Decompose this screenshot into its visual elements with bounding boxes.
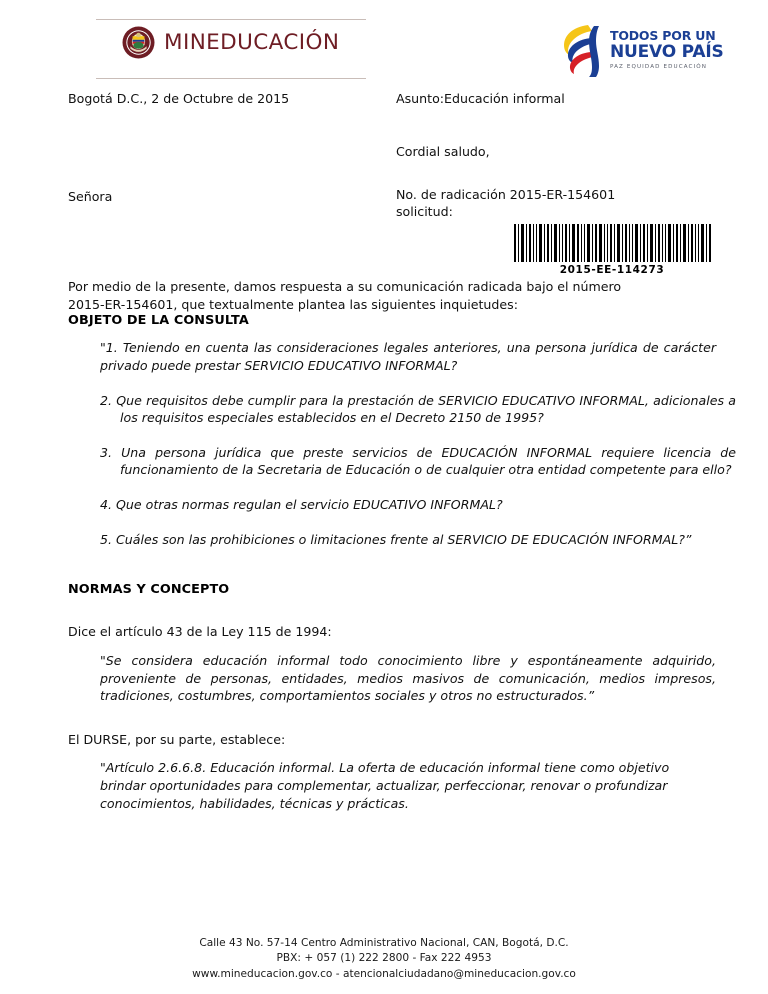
question-item-4: 4. Que otras normas regulan el servicio EDUCATIVO INFORMAL?	[100, 497, 503, 512]
letter-date: Bogotá D.C., 2 de Octubre de 2015	[68, 91, 290, 106]
solicitud-label: solicitud:	[396, 204, 453, 220]
radicacion-number: No. de radicación 2015-ER-154601	[396, 187, 616, 202]
question-item-2: 2. Que requisitos debe cumplir para la prestación de SERVICIO EDUCATIVO INFORMAL, adicionales a los requisitos especiales establecidos en el Decreto 2150 de 1995?	[100, 392, 736, 426]
logo-rule-top	[96, 19, 366, 20]
document-header	[0, 0, 768, 86]
ley-115-intro: Dice el artículo 43 de la Ley 115 de 1994:	[68, 624, 332, 640]
barcode-icon	[512, 224, 712, 262]
todos-por-un-nuevo-pais-logo	[558, 22, 724, 80]
normas-y-concepto-heading: NORMAS Y CONCEPTO	[68, 582, 230, 598]
footer-web-email: www.mineducacion.gov.co - atencionalciudadano@mineducacion.gov.co	[192, 967, 576, 980]
objeto-de-la-consulta-heading: OBJETO DE LA CONSULTA	[68, 313, 249, 329]
intro-paragraph-line-2: 2015-ER-154601, que textualmente plantea las siguientes inquietudes:	[68, 296, 518, 312]
letter-recipient: Señora	[68, 189, 113, 204]
letter-greeting: Cordial saludo,	[396, 144, 490, 159]
document-footer	[0, 936, 768, 982]
colombia-coat-of-arms-seal-icon	[122, 26, 155, 59]
mineducacion-logo	[96, 16, 366, 82]
todos-tagline: PAZ EQUIDAD EDUCACIÓN	[610, 63, 708, 70]
mineducacion-wordmark: MINEDUCACIÓN	[164, 29, 340, 55]
question-item-1: "1. Teniendo en cuenta las consideraciones legales anteriores, una persona jurídica de carácter privado puede prestar SERVICIO EDUCATIVO INFORMAL?	[100, 340, 716, 373]
footer-address: Calle 43 No. 57-14 Centro Administrativo Nacional, CAN, Bogotá, D.C.	[199, 936, 569, 949]
ley-115-quote: "Se considera educación informal todo conocimiento libre y espontáneamente adquirido, proveniente de personas, entidades, medios masivos de comunicación, medios impresos, tradiciones, costumbres, comportamientos sociales y otros no estructurados.”	[100, 652, 716, 704]
todos-line-2: NUEVO PAÍS	[610, 41, 724, 62]
durse-intro: El DURSE, por su parte, establece:	[68, 731, 286, 747]
question-item-5: 5. Cuáles son las prohibiciones o limitaciones frente al SERVICIO DE EDUCACIÓN INFORMAL?”	[100, 531, 692, 547]
durse-quote: "Artículo 2.6.6.8. Educación informal. La oferta de educación informal tiene como objetivo brindar oportunidades para complementar, actualizar, perfeccionar, renovar o profundizar conocimientos, habilidades, técnicas y prácticas.	[100, 760, 670, 811]
barcode-label: 2015-EE-114273	[559, 264, 665, 276]
radicacion-barcode	[512, 224, 712, 276]
question-item-3: 3. Una persona jurídica que preste servicios de EDUCACIÓN INFORMAL requiere licencia de funcionamiento de la Secretaria de Educación o de cualquier otra entidad competente para ello?	[100, 444, 736, 478]
intro-paragraph-line-1: Por medio de la presente, damos respuesta a su comunicación radicada bajo el número	[68, 279, 622, 294]
radicacion-block	[396, 186, 726, 221]
letter-body	[68, 278, 736, 812]
todos-line-1: TODOS POR UN	[610, 28, 716, 43]
colombia-flag-swoosh-icon	[558, 22, 608, 82]
letter-subject: Asunto:Educación informal	[396, 91, 565, 106]
footer-phone: PBX: + 057 (1) 222 2800 - Fax 222 4953	[276, 952, 492, 965]
logo-rule-bottom	[96, 78, 366, 79]
